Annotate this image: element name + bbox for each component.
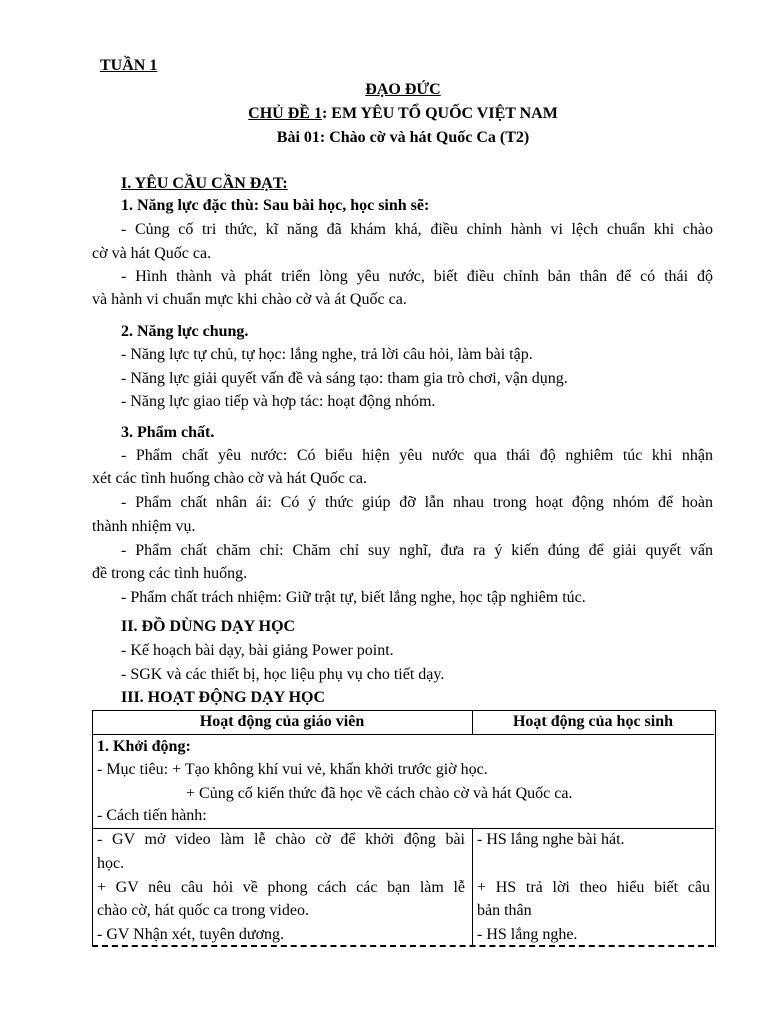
subsection-1-2: 2. Năng lực chung. bbox=[121, 323, 249, 340]
list-item: - Năng lực giao tiếp và hợp tác: hoạt động nhóm. bbox=[121, 393, 436, 410]
table-section-title: 1. Khởi động: bbox=[97, 738, 191, 755]
paragraph-line: thành nhiệm vụ. bbox=[92, 518, 196, 535]
section-1-heading: I. YÊU CẦU CẦN ĐẠT: bbox=[121, 175, 288, 192]
teacher-activity: - GV mở video làm lễ chào cờ để khởi động bài bbox=[97, 831, 465, 848]
student-activity: bản thân bbox=[477, 902, 532, 919]
teacher-activity: + GV nêu câu hỏi về phong cách các bạn làm lễ bbox=[97, 879, 465, 896]
topic-rest: : EM YÊU TỔ QUỐC VIỆT NAM bbox=[321, 105, 558, 122]
table-header-teacher: Hoạt động của giáo viên bbox=[199, 713, 365, 730]
list-item: - Năng lực tự chủ, tự học: lắng nghe, trả lời câu hỏi, làm bài tập. bbox=[121, 346, 533, 363]
paragraph-line: - Phẩm chất yêu nước: Có biểu hiện yêu nước qua thái độ nghiêm túc khi nhận bbox=[121, 447, 713, 464]
paragraph-line: - Phẩm chất trách nhiệm: Giữ trật tự, biết lắng nghe, học tập nghiêm túc. bbox=[121, 589, 586, 606]
teacher-activity: - GV Nhận xét, tuyên dương. bbox=[97, 926, 285, 943]
subsection-1-3: 3. Phẩm chất. bbox=[121, 424, 215, 441]
table-column-divider bbox=[472, 828, 473, 946]
student-activity: - HS lắng nghe bài hát. bbox=[477, 831, 625, 848]
topic-title bbox=[0, 104, 768, 124]
student-activity: + HS trả lời theo hiểu biết câu bbox=[477, 879, 710, 896]
paragraph-line: và hành vi chuẩn mực khi chào cờ và át Quốc ca. bbox=[92, 291, 407, 308]
paragraph-line: - Củng cố tri thức, kĩ năng đã khám khá, điều chỉnh hành vi lệch chuẩn khi chào bbox=[121, 221, 713, 238]
table-header-student: Hoạt động của học sinh bbox=[512, 713, 674, 730]
paragraph-line: đề trong các tình huống. bbox=[92, 565, 248, 582]
teacher-activity: chào cờ, hát quốc ca trong video. bbox=[97, 902, 309, 919]
paragraph-line: - Hình thành và phát triển lòng yêu nước, biết điều chỉnh bản thân để có thái độ bbox=[121, 268, 713, 285]
list-item: - Năng lực giải quyết vấn đề và sáng tạo: tham gia trò chơi, vận dụng. bbox=[121, 370, 568, 387]
section-2-heading: II. ĐỒ DÙNG DẠY HỌC bbox=[121, 618, 296, 635]
table-goal: + Củng cố kiến thức đã học về cách chào cờ và hát Quốc ca. bbox=[186, 785, 573, 802]
list-item: - SGK và các thiết bị, học liệu phụ vụ cho tiết dạy. bbox=[121, 666, 445, 683]
lesson-title: Bài 01: Chào cờ và hát Quốc Ca (T2) bbox=[276, 129, 530, 146]
subsection-1-1: 1. Năng lực đặc thù: Sau bài học, học sinh sẽ: bbox=[121, 197, 430, 214]
table-goal: - Mục tiêu: + Tạo không khí vui vẻ, khấn khởi trước giờ học. bbox=[97, 761, 488, 778]
paragraph-line: - Phẩm chất chăm chỉ: Chăm chỉ suy nghĩ, đưa ra ý kiến đúng để giải quyết vấn bbox=[121, 542, 713, 559]
subject-title: ĐẠO ĐỨC bbox=[365, 81, 441, 98]
table-page-break bbox=[92, 945, 714, 947]
paragraph-line: cờ và hát Quốc ca. bbox=[92, 245, 212, 262]
week-label: TUẦN 1 bbox=[100, 57, 158, 74]
section-3-heading: III. HOẠT ĐỘNG DẠY HỌC bbox=[121, 689, 326, 706]
list-item: - Kế hoạch bài dạy, bài giảng Power point. bbox=[121, 642, 394, 659]
table-rule bbox=[92, 734, 714, 735]
teacher-activity: học. bbox=[97, 855, 125, 872]
student-activity: - HS lắng nghe. bbox=[477, 926, 578, 943]
topic-prefix: CHỦ ĐỀ 1 bbox=[248, 105, 322, 122]
table-method: - Cách tiến hành: bbox=[97, 807, 207, 824]
paragraph-line: xét các tình huống chào cờ và hát Quốc ca. bbox=[92, 470, 368, 487]
paragraph-line: - Phẩm chất nhân ái: Có ý thức giúp đỡ lẫn nhau trong hoạt động nhóm để hoàn bbox=[121, 494, 713, 511]
